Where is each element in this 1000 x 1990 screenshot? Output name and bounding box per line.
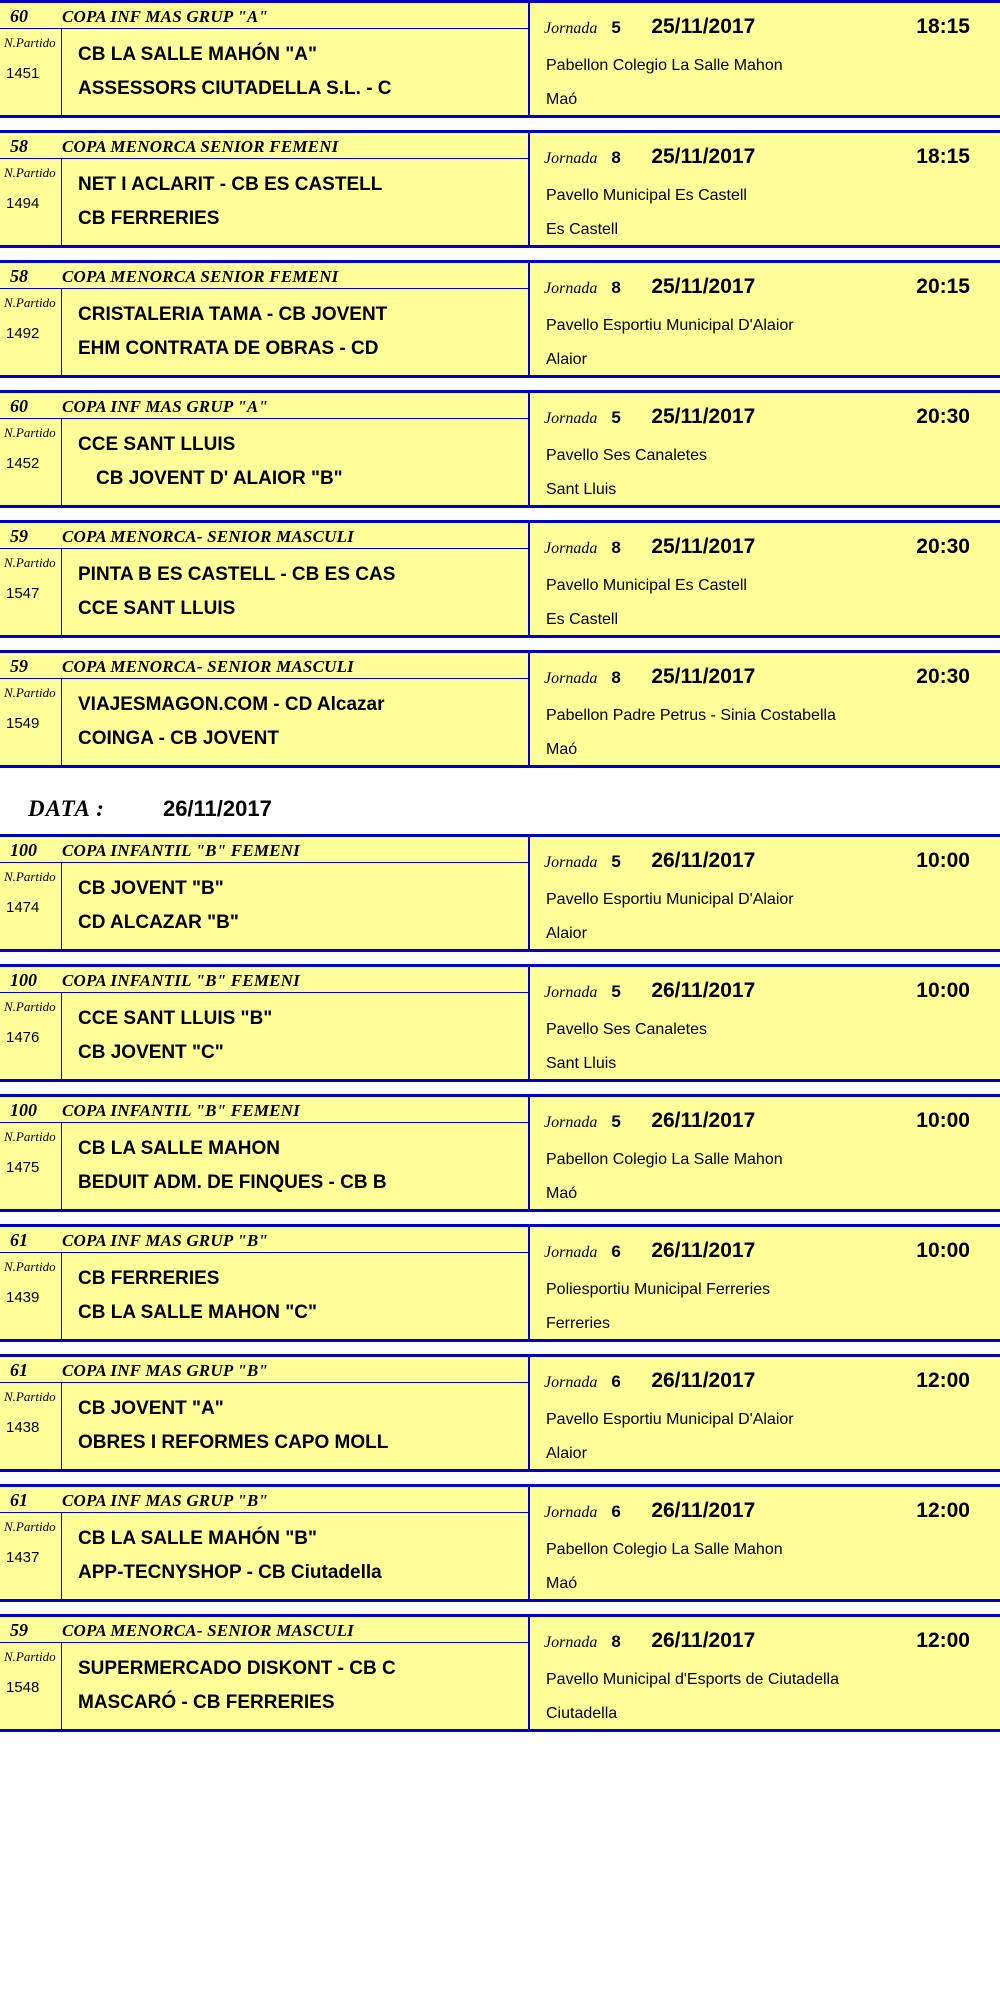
match-row: [0, 130, 1000, 248]
teams-block: [62, 549, 528, 635]
teams-block: [62, 1253, 528, 1339]
jornada-number: 8: [611, 148, 621, 167]
teams-block: [62, 1513, 528, 1599]
match-schedule-header: [544, 973, 1000, 1003]
match-city: Sant Lluis: [546, 1055, 617, 1072]
match-body: [0, 1643, 528, 1729]
match-right: [530, 1227, 1000, 1339]
match-number-value: 1438: [6, 1419, 40, 1436]
team-away: COINGA - CB JOVENT: [78, 728, 279, 749]
match-body: [0, 289, 528, 375]
match-time: 12:00: [916, 1629, 970, 1652]
match-number-box: [0, 1123, 62, 1209]
match-body: [0, 549, 528, 635]
match-right: [530, 1097, 1000, 1209]
competition-number: 61: [10, 1360, 28, 1380]
match-number-value: 1548: [6, 1679, 40, 1696]
match-time: 18:15: [916, 145, 970, 168]
match-number-box: [0, 159, 62, 245]
jornada-number: 5: [611, 408, 621, 427]
match-number-box: [0, 1643, 62, 1729]
team-home: SUPERMERCADO DISKONT - CB C: [78, 1658, 396, 1680]
match-row: [0, 1224, 1000, 1342]
match-venue: Pavello Esportiu Municipal D'Alaior: [546, 1411, 794, 1428]
jornada-number: 8: [611, 278, 621, 297]
match-number-value: 1492: [6, 325, 40, 342]
team-home: PINTA B ES CASTELL - CB ES CAS: [78, 564, 396, 586]
match-number-box: [0, 1383, 62, 1469]
match-right: [530, 133, 1000, 245]
date-separator: [0, 780, 1000, 834]
match-row: [0, 520, 1000, 638]
match-row: [0, 964, 1000, 1082]
match-number-box: [0, 863, 62, 949]
team-home: VIAJESMAGON.COM - CD Alcazar: [78, 694, 385, 716]
match-venue: Pavello Municipal d'Esports de Ciutadella: [546, 1671, 839, 1688]
jornada-number: 5: [611, 1112, 621, 1131]
jornada-label: Jornada: [544, 670, 598, 687]
competition-header: [0, 653, 528, 679]
match-row: [0, 260, 1000, 378]
match-body: [0, 419, 528, 505]
match-venue: Poliesportiu Municipal Ferreries: [546, 1281, 771, 1298]
team-away: CB JOVENT "C": [78, 1042, 224, 1063]
match-body: [0, 159, 528, 245]
match-number-label: N.Partido: [4, 165, 56, 180]
match-number-label: N.Partido: [4, 999, 56, 1014]
match-city: Maó: [546, 91, 578, 108]
teams-block: [62, 289, 528, 375]
match-row: [0, 0, 1000, 118]
jornada-number: 8: [611, 1632, 621, 1651]
competition-header: [0, 523, 528, 549]
competition-number: 100: [10, 970, 37, 990]
competition-header: [0, 1357, 528, 1383]
match-schedule-header: [544, 9, 1000, 39]
competition-number: 59: [10, 526, 28, 546]
match-number-value: 1474: [6, 899, 40, 916]
team-away: APP-TECNYSHOP - CB Ciutadella: [78, 1562, 382, 1583]
match-number-value: 1439: [6, 1289, 40, 1306]
match-left: [0, 1227, 530, 1339]
team-away: CCE SANT LLUIS: [78, 598, 236, 619]
teams-block: [62, 679, 528, 765]
team-home: CB LA SALLE MAHON: [78, 1138, 280, 1160]
team-home: CB JOVENT "A": [78, 1398, 224, 1420]
jornada-number: 6: [611, 1502, 621, 1521]
competition-name: COPA MENORCA- SENIOR MASCULI: [62, 1621, 355, 1640]
competition-header: [0, 1617, 528, 1643]
match-left: [0, 3, 530, 115]
match-left: [0, 1357, 530, 1469]
competition-number: 100: [10, 1100, 37, 1120]
competition-header: [0, 263, 528, 289]
jornada-label: Jornada: [544, 984, 598, 1001]
competition-name: COPA INFANTIL "B" FEMENI: [62, 971, 300, 990]
match-number-label: N.Partido: [4, 685, 56, 700]
jornada-number: 5: [611, 18, 621, 37]
competition-name: COPA MENORCA- SENIOR MASCULI: [62, 657, 355, 676]
team-away: MASCARÓ - CB FERRERIES: [78, 1692, 335, 1713]
match-date: 25/11/2017: [651, 535, 756, 558]
match-number-label: N.Partido: [4, 1649, 56, 1664]
jornada-label: Jornada: [544, 1114, 598, 1131]
match-city: Alaior: [546, 1445, 587, 1462]
jornada-label: Jornada: [544, 280, 598, 297]
match-venue: Pavello Esportiu Municipal D'Alaior: [546, 891, 794, 908]
match-row: [0, 1614, 1000, 1732]
match-venue: Pavello Municipal Es Castell: [546, 187, 747, 204]
jornada-label: Jornada: [544, 410, 598, 427]
match-number-box: [0, 993, 62, 1079]
competition-name: COPA MENORCA SENIOR FEMENI: [62, 267, 339, 286]
match-body: [0, 863, 528, 949]
teams-block: [62, 993, 528, 1079]
match-time: 10:00: [916, 1239, 970, 1262]
jornada-label: Jornada: [544, 854, 598, 871]
match-right: [530, 3, 1000, 115]
match-venue: Pavello Ses Canaletes: [546, 447, 707, 464]
teams-block: [62, 159, 528, 245]
match-schedule-header: [544, 1623, 1000, 1653]
match-number-box: [0, 289, 62, 375]
team-away: ASSESSORS CIUTADELLA S.L. - C: [78, 78, 392, 99]
match-row: [0, 1094, 1000, 1212]
competition-name: COPA INF MAS GRUP "A": [62, 397, 269, 416]
match-number-box: [0, 1253, 62, 1339]
competition-name: COPA MENORCA- SENIOR MASCULI: [62, 527, 355, 546]
match-date: 25/11/2017: [651, 405, 756, 428]
match-venue: Pavello Esportiu Municipal D'Alaior: [546, 317, 794, 334]
match-left: [0, 653, 530, 765]
match-body: [0, 1513, 528, 1599]
match-left: [0, 393, 530, 505]
match-number-value: 1475: [6, 1159, 40, 1176]
match-number-box: [0, 419, 62, 505]
jornada-label: Jornada: [544, 1634, 598, 1651]
match-date: 25/11/2017: [651, 145, 756, 168]
match-schedule-header: [544, 269, 1000, 299]
competition-header: [0, 1097, 528, 1123]
competition-number: 61: [10, 1230, 28, 1250]
competition-name: COPA MENORCA SENIOR FEMENI: [62, 137, 339, 156]
match-number-label: N.Partido: [4, 35, 56, 50]
teams-block: [62, 1643, 528, 1729]
competition-name: COPA INF MAS GRUP "B": [62, 1231, 269, 1250]
jornada-label: Jornada: [544, 20, 598, 37]
match-number-label: N.Partido: [4, 1129, 56, 1144]
competition-name: COPA INFANTIL "B" FEMENI: [62, 1101, 300, 1120]
match-city: Maó: [546, 1185, 578, 1202]
match-left: [0, 837, 530, 949]
match-number-label: N.Partido: [4, 1259, 56, 1274]
match-left: [0, 967, 530, 1079]
match-number-label: N.Partido: [4, 869, 56, 884]
match-schedule-header: [544, 843, 1000, 873]
match-right: [530, 523, 1000, 635]
competition-name: COPA INF MAS GRUP "B": [62, 1491, 269, 1510]
team-away: CD ALCAZAR "B": [78, 912, 239, 933]
jornada-number: 8: [611, 668, 621, 687]
match-number-value: 1437: [6, 1549, 40, 1566]
match-city: Maó: [546, 741, 578, 758]
match-city: Ciutadella: [546, 1705, 618, 1722]
match-schedule-header: [544, 529, 1000, 559]
team-home: CCE SANT LLUIS: [78, 434, 236, 456]
competition-header: [0, 1227, 528, 1253]
match-time: 20:30: [916, 535, 970, 558]
competition-header: [0, 393, 528, 419]
match-number-value: 1549: [6, 715, 40, 732]
match-left: [0, 1097, 530, 1209]
match-date: 26/11/2017: [651, 1239, 756, 1262]
match-date: 26/11/2017: [651, 979, 756, 1002]
jornada-label: Jornada: [544, 1374, 598, 1391]
match-number-value: 1476: [6, 1029, 40, 1046]
match-city: Alaior: [546, 925, 587, 942]
jornada-number: 6: [611, 1242, 621, 1261]
jornada-number: 6: [611, 1372, 621, 1391]
competition-number: 59: [10, 1620, 28, 1640]
competition-header: [0, 1487, 528, 1513]
match-left: [0, 1487, 530, 1599]
competition-number: 58: [10, 136, 28, 156]
competition-number: 59: [10, 656, 28, 676]
match-right: [530, 1357, 1000, 1469]
match-schedule-header: [544, 1103, 1000, 1133]
match-venue: Pavello Ses Canaletes: [546, 1021, 707, 1038]
match-schedule-header: [544, 659, 1000, 689]
competition-number: 60: [10, 396, 28, 416]
match-schedule-header: [544, 1363, 1000, 1393]
match-body: [0, 679, 528, 765]
match-schedule-header: [544, 399, 1000, 429]
match-time: 20:15: [916, 275, 970, 298]
match-right: [530, 393, 1000, 505]
match-body: [0, 1383, 528, 1469]
match-time: 20:30: [916, 405, 970, 428]
team-home: CCE SANT LLUIS "B": [78, 1008, 273, 1030]
jornada-label: Jornada: [544, 540, 598, 557]
match-body: [0, 29, 528, 115]
match-city: Alaior: [546, 351, 587, 368]
match-number-label: N.Partido: [4, 1389, 56, 1404]
team-away: CB JOVENT D' ALAIOR "B": [96, 468, 343, 489]
team-away: BEDUIT ADM. DE FINQUES - CB B: [78, 1172, 387, 1193]
match-time: 12:00: [916, 1369, 970, 1392]
competition-name: COPA INF MAS GRUP "A": [62, 7, 269, 26]
match-city: Es Castell: [546, 221, 619, 238]
match-number-box: [0, 679, 62, 765]
match-city: Ferreries: [546, 1315, 611, 1332]
team-away: CB LA SALLE MAHON "C": [78, 1302, 317, 1323]
jornada-number: 5: [611, 982, 621, 1001]
match-body: [0, 1253, 528, 1339]
team-away: CB FERRERIES: [78, 208, 220, 229]
match-date: 25/11/2017: [651, 665, 756, 688]
match-right: [530, 263, 1000, 375]
match-right: [530, 1617, 1000, 1729]
match-right: [530, 653, 1000, 765]
team-away: OBRES I REFORMES CAPO MOLL: [78, 1432, 389, 1453]
match-venue: Pabellon Colegio La Salle Mahon: [546, 1541, 783, 1558]
match-left: [0, 523, 530, 635]
team-home: CB LA SALLE MAHÓN "A": [78, 44, 317, 66]
match-date: 25/11/2017: [651, 275, 756, 298]
jornada-label: Jornada: [544, 1244, 598, 1261]
competition-number: 61: [10, 1490, 28, 1510]
match-number-label: N.Partido: [4, 425, 56, 440]
match-date: 25/11/2017: [651, 15, 756, 38]
match-city: Es Castell: [546, 611, 619, 628]
date-separator-label: DATA :: [28, 796, 105, 821]
match-time: 10:00: [916, 979, 970, 1002]
teams-block: [62, 863, 528, 949]
match-venue: Pavello Municipal Es Castell: [546, 577, 747, 594]
match-venue: Pabellon Padre Petrus - Sinia Costabella: [546, 707, 836, 724]
match-schedule-header: [544, 1233, 1000, 1263]
match-time: 18:15: [916, 15, 970, 38]
match-time: 10:00: [916, 1109, 970, 1132]
match-time: 10:00: [916, 849, 970, 872]
competition-number: 100: [10, 840, 37, 860]
match-row: [0, 834, 1000, 952]
teams-block: [62, 1383, 528, 1469]
competition-header: [0, 837, 528, 863]
match-right: [530, 1487, 1000, 1599]
match-number-value: 1452: [6, 455, 40, 472]
match-date: 26/11/2017: [651, 849, 756, 872]
competition-header: [0, 3, 528, 29]
match-time: 20:30: [916, 665, 970, 688]
match-left: [0, 1617, 530, 1729]
jornada-label: Jornada: [544, 150, 598, 167]
match-left: [0, 263, 530, 375]
competition-name: COPA INF MAS GRUP "B": [62, 1361, 269, 1380]
match-number-box: [0, 29, 62, 115]
competition-number: 60: [10, 6, 28, 26]
teams-block: [62, 419, 528, 505]
match-venue: Pabellon Colegio La Salle Mahon: [546, 57, 783, 74]
match-date: 26/11/2017: [651, 1109, 756, 1132]
match-schedule-header: [544, 139, 1000, 169]
competition-number: 58: [10, 266, 28, 286]
match-time: 12:00: [916, 1499, 970, 1522]
competition-header: [0, 967, 528, 993]
team-home: NET I ACLARIT - CB ES CASTELL: [78, 174, 383, 196]
teams-block: [62, 29, 528, 115]
competition-name: COPA INFANTIL "B" FEMENI: [62, 841, 300, 860]
match-date: 26/11/2017: [651, 1499, 756, 1522]
match-number-label: N.Partido: [4, 295, 56, 310]
match-number-value: 1547: [6, 585, 40, 602]
match-right: [530, 967, 1000, 1079]
match-number-label: N.Partido: [4, 1519, 56, 1534]
team-home: CRISTALERIA TAMA - CB JOVENT: [78, 304, 388, 326]
match-row: [0, 390, 1000, 508]
team-away: EHM CONTRATA DE OBRAS - CD: [78, 338, 379, 359]
match-body: [0, 993, 528, 1079]
jornada-number: 8: [611, 538, 621, 557]
match-number-value: 1494: [6, 195, 40, 212]
match-number-box: [0, 549, 62, 635]
date-separator-value: 26/11/2017: [162, 796, 272, 821]
team-home: CB FERRERIES: [78, 1268, 220, 1290]
match-right: [530, 837, 1000, 949]
jornada-label: Jornada: [544, 1504, 598, 1521]
team-home: CB JOVENT "B": [78, 878, 224, 900]
match-left: [0, 133, 530, 245]
match-schedule-header: [544, 1493, 1000, 1523]
match-body: [0, 1123, 528, 1209]
match-number-value: 1451: [6, 65, 40, 82]
match-date: 26/11/2017: [651, 1629, 756, 1652]
match-city: Maó: [546, 1575, 578, 1592]
match-venue: Pabellon Colegio La Salle Mahon: [546, 1151, 783, 1168]
match-city: Sant Lluis: [546, 481, 617, 498]
match-row: [0, 1484, 1000, 1602]
match-date: 26/11/2017: [651, 1369, 756, 1392]
team-home: CB LA SALLE MAHÓN "B": [78, 1528, 317, 1550]
jornada-number: 5: [611, 852, 621, 871]
teams-block: [62, 1123, 528, 1209]
competition-header: [0, 133, 528, 159]
match-number-box: [0, 1513, 62, 1599]
match-row: [0, 1354, 1000, 1472]
match-row: [0, 650, 1000, 768]
match-number-label: N.Partido: [4, 555, 56, 570]
